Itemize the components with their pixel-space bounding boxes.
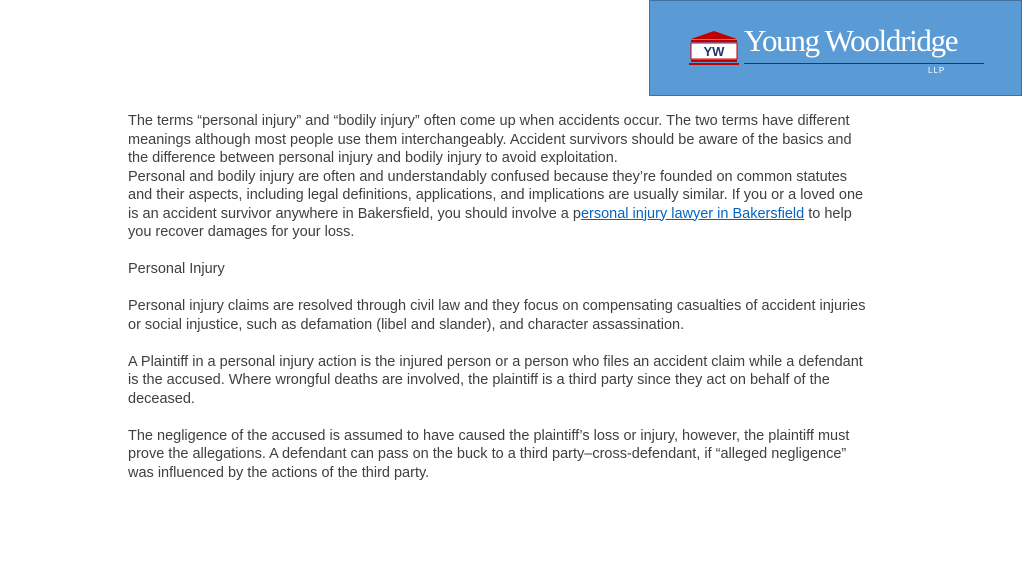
- section-heading: Personal Injury: [128, 261, 225, 277]
- paragraph-civil-law: Personal injury claims are resolved through civil law and they focus on compensating casualties of accident injuries or social injustice, such as defamation (libel and slander), and character assassination.: [128, 298, 866, 333]
- paragraph-confusion: [128, 168, 873, 242]
- logo-mark-text: YW: [703, 44, 725, 59]
- paragraph-intro: The terms “personal injury” and “bodily injury” often come up when accidents occur. The two terms have different meanings although most people use them interchangeably. Accident survivors should be aware of the basics and the difference between personal injury and bodily injury to avoid exploitation.: [128, 113, 852, 166]
- company-logo: [688, 25, 988, 77]
- article-body: [128, 112, 873, 482]
- logo-name: Young Wooldridge: [744, 23, 958, 58]
- spacer: [128, 334, 873, 353]
- paragraph-plaintiff: A Plaintiff in a personal injury action is the injured person or a person who files an accident claim while a defendant is the accused. Where wrongful deaths are involved, the plaintiff is a third party since they act on behalf of the deceased.: [128, 353, 863, 407]
- paragraph-confusion-text: Personal and bodily injury are often and understandably confused because they’re founded on common statutes and their aspects, including legal definitions, applications, and implications are usually similar. If you or a loved one is an accident survivor anywhere in Bakersfield, you should involve a p: [128, 168, 864, 222]
- personal-injury-lawyer-link[interactable]: ersonal injury lawyer in Bakersfield: [580, 205, 805, 222]
- paragraph-confusion-tail: to help you recover damages for your loss.: [128, 205, 852, 240]
- logo-suffix: LLP: [928, 66, 946, 75]
- logo-divider: [744, 63, 984, 64]
- courthouse-logo-icon: [688, 29, 744, 69]
- spacer: [128, 279, 873, 298]
- spacer: [128, 408, 873, 427]
- paragraph-negligence: The negligence of the accused is assumed to have caused the plaintiff’s loss or injury, however, the plaintiff must prove the allegations. A defendant can pass on the buck to a third party–cross-defendant, if “alleged negligence” was influenced by the actions of the third party.: [128, 427, 850, 481]
- spacer: [128, 242, 873, 261]
- company-logo-banner: [649, 0, 1022, 96]
